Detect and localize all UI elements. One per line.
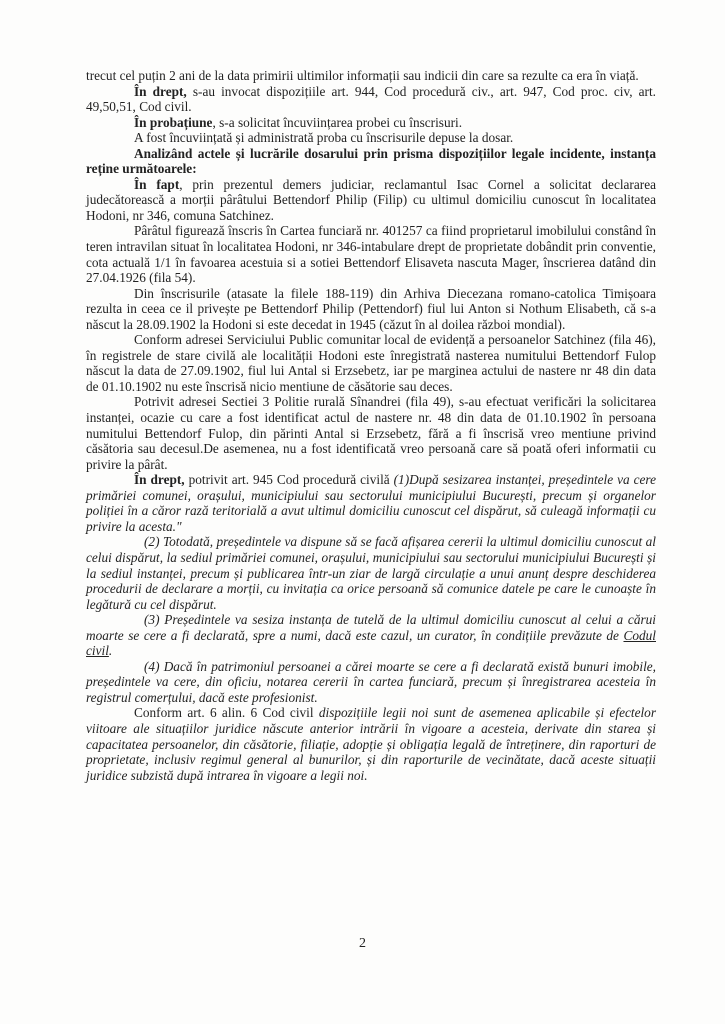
paragraph-6: În fapt, prin prezentul demers judiciar, reclamantul Isac Cornel a solicitat declararea judecătorească a morții pârâtului Bettendorf Philip (Filip) cu ultimul domiciliu cunoscut în localitatea Hodoni, nr 346, comuna Satchinez.	[86, 176, 656, 223]
paragraph-8: Din înscrisurile (atasate la filele 188-119) din Arhiva Diecezana romano-catolica Timișoara rezulta in ceea ce il privește pe Bettendorf Philip (Pettendorf) fiul lui Anton si Nothum Elisabeth, că s-a născut la 28.09.1902 la Hodoni si este decedat in 1945 (căzut în al doilea război mondial).	[86, 285, 656, 332]
paragraph-5-heading: Analizând actele și lucrările dosarului prin prisma dispozițiilor legale incidente, instanța reține următoarele:	[86, 145, 656, 177]
civil-code-reference: Codul civil	[86, 627, 656, 659]
paragraph-10: Potrivit adresei Sectiei 3 Politie rurală Sînandrei (fila 49), s-au efectuat verificări la solicitarea instanței, ocazie cu care a fost identificat actul de nastere nr. 48 din data de 01.10.1902 în persoana numitului Bettendorf Fulop, din părinti Antal si Erzsebetz, fără a fi înscrisă vreo mentiune privind căsătoria sau decesul.De asemenea, nu a fost identificată vreo persoană care să poată oferi informatii cu privire la pârât.	[86, 394, 656, 472]
page-number: 2	[359, 936, 366, 951]
paragraph-13: (3) Președintele va sesiza instanța de tutelă de la ultimul domiciliu cunoscut al celui a cărui moarte se cere a fi declarată, spre a numi, dacă este cazul, un curator, în condițiile prevăzute de Codul civil.	[86, 612, 656, 659]
paragraph-1: trecut cel puțin 2 ani de la data primirii ultimilor informații sau indicii din care sa rezulte ca era în viață.	[86, 68, 639, 83]
paragraph-3: În probațiune, s-a solicitat încuviințarea probei cu înscrisuri.	[134, 114, 463, 130]
paragraph-11: În drept, potrivit art. 945 Cod procedură civilă (1)După sesizarea instanței, președintele va cere primăriei comunei, orașului, municipiului sau sectorului municipiului București, precum și organelor poliției în a căror rază teritorială a avut ultimul domiciliu cunoscut cel dispărut, să culeagă informații cu privire la acesta."	[86, 472, 656, 534]
paragraph-7: Pârâtul figurează înscris în Cartea funciară nr. 401257 ca fiind proprietarul imobilului constând în teren intravilan situat în localitatea Hodoni, nr 346-intabulare drept de proprietate dobândit prin conventie, cota actuală 1/1 în favoarea acestuia si a sotiei Bettendorf Elisaveta nascuta Mager, înscrierea datând din 27.04.1926 (fila 54).	[86, 223, 656, 286]
paragraph-14: (4) Dacă în patrimoniul persoanei a cărei moarte se cere a fi declarată există bunuri imobile, președintele va cere, din oficiu, notarea cererii în cartea funciară, precum și înregistrarea acesteia în registrul comerțului, dacă este profesionist.	[86, 658, 656, 705]
document-body	[86, 68, 656, 783]
paragraph-12: (2) Totodată, președintele va dispune să se facă afișarea cererii la ultimul domiciliu cunoscut al celui dispărut, la sediul primăriei comunei, orașului, municipiului sau sectorului municipiului București și la sediul instanței, precum și publicarea într-un ziar de largă circulație a unui anunț despre deschiderea procedurii de declarare a morții, cu invitația ca orice persoană să comunice datele pe care le cunoaște în legătură cu cel dispărut.	[86, 534, 656, 612]
paragraph-2: În drept, s-au invocat dispozițiile art. 944, Cod procedură civ., art. 947, Cod proc. civ, art. 49,50,51, Cod civil.	[86, 83, 656, 115]
paragraph-9: Conform adresei Serviciului Public comunitar local de evidență a persoanelor Satchinez (fila 46), în registrele de stare civilă ale localității Hodoni este înregistrată nasterea numitului Bettendorf Fulop născut la data de 27.09.1902, fiul lui Antal si Erzsebetz, iar pe marginea actului de nastere nr 48 din data de 01.10.1902 nu este înscrisă nicio mentiune de căsătorie sau deces.	[86, 332, 656, 394]
paragraph-4: A fost încuviințată și administrată proba cu înscrisurile depuse la dosar.	[134, 130, 514, 146]
paragraph-15: Conform art. 6 alin. 6 Cod civil dispozițiile legii noi sunt de asemenea aplicabile și efectelor viitoare ale situațiilor juridice născute anterior intrării în vigoare a acesteia, derivate din starea și capacitatea persoanelor, din căsătorie, filiație, adopție și obligația legală de întreținere, din raporturi de proprietate, inclusiv regimul general al bunurilor, și din raporturile de vecinătate, dacă aceste situații juridice subzistă după intrarea în vigoare a legii noi.	[86, 705, 656, 783]
